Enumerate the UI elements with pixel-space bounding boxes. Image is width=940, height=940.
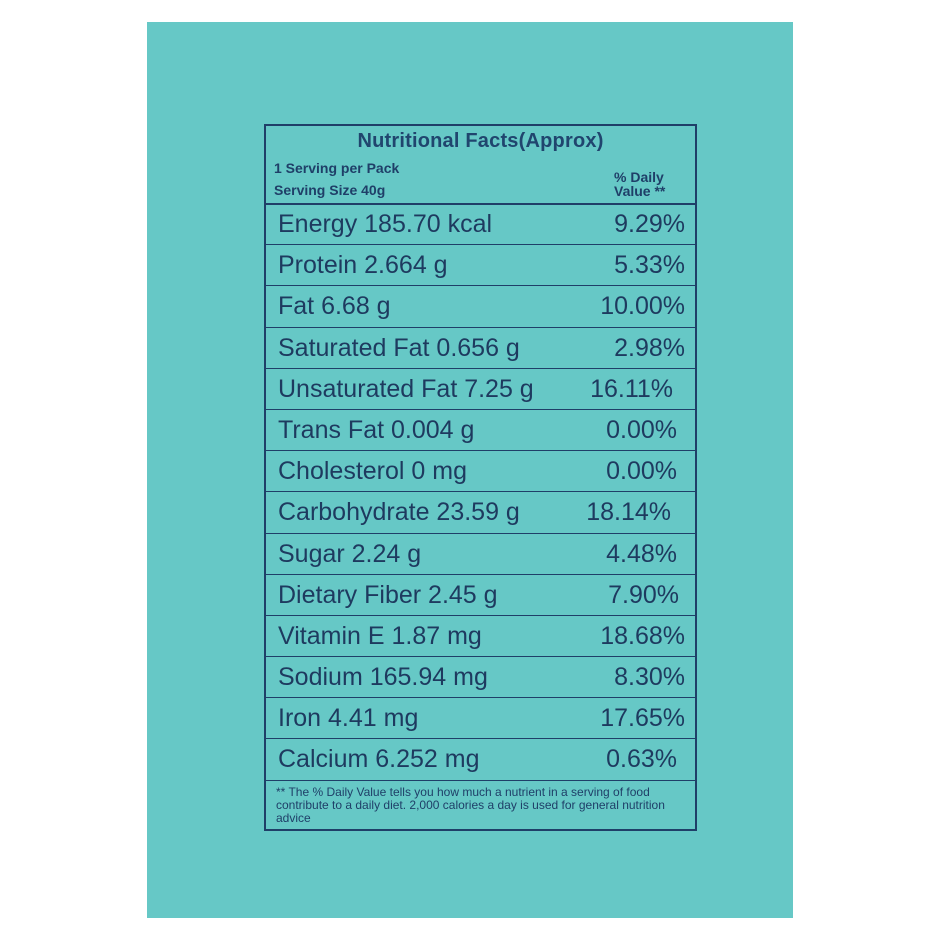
nutrient-row: [266, 575, 695, 616]
nutrient-row: [266, 492, 695, 533]
nutrient-name: Iron 4.41 mg: [278, 704, 419, 733]
daily-value-footnote: ** The % Daily Value tells you how much a nutrient in a serving of food contribute to a daily diet. 2,000 calories a day is used for general nutrition advice: [276, 785, 665, 825]
nutrient-name: Protein 2.664 g: [278, 251, 448, 280]
daily-value-heading-line1: % Daily: [614, 169, 664, 185]
nutrient-row: [266, 369, 695, 410]
nutrient-name: Saturated Fat 0.656 g: [278, 333, 520, 362]
nutrient-row: [266, 657, 695, 698]
nutrient-row: [266, 739, 695, 780]
nutrient-row: [266, 328, 695, 369]
daily-value: 16.11%: [590, 374, 673, 403]
nutrition-facts-label: [264, 124, 697, 831]
daily-value: 18.68%: [600, 621, 685, 650]
daily-value: 0.63%: [606, 745, 677, 774]
nutrient-row: [266, 204, 695, 245]
nutrient-name: Vitamin E 1.87 mg: [278, 621, 482, 650]
nutrient-table: [266, 204, 695, 781]
nutrient-name: Cholesterol 0 mg: [278, 457, 467, 486]
nutrient-row: [266, 286, 695, 327]
servings-per-pack: 1 Serving per Pack: [274, 160, 400, 176]
daily-value: 10.00%: [600, 292, 685, 321]
nutrient-name: Energy 185.70 kcal: [278, 210, 493, 238]
serving-size: Serving Size 40g: [274, 182, 386, 198]
nutrient-name: Carbohydrate 23.59 g: [278, 498, 520, 527]
nutrient-name: Fat 6.68 g: [278, 292, 391, 321]
daily-value: 2.98%: [614, 333, 685, 362]
daily-value: 7.90%: [608, 580, 679, 609]
daily-value: 8.30%: [614, 663, 685, 692]
daily-value: 5.33%: [614, 251, 685, 280]
daily-value: 4.48%: [606, 539, 677, 568]
daily-value: 18.14%: [586, 498, 671, 527]
nutrient-row: [266, 616, 695, 657]
nutrient-row: [266, 698, 695, 739]
nutrient-name: Dietary Fiber 2.45 g: [278, 580, 498, 609]
daily-value: 17.65%: [600, 704, 685, 733]
nutrient-name: Calcium 6.252 mg: [278, 745, 480, 774]
nutrient-row: [266, 410, 695, 451]
nutrient-name: Trans Fat 0.004 g: [278, 415, 475, 444]
nutrient-row: [266, 451, 695, 492]
label-title: Nutritional Facts(Approx): [357, 130, 604, 152]
daily-value-heading-line2: Value **: [614, 183, 666, 199]
daily-value: 9.29%: [614, 210, 685, 238]
daily-value: 0.00%: [606, 415, 677, 444]
nutrient-row: [266, 534, 695, 575]
nutrient-row: [266, 245, 695, 286]
daily-value: 0.00%: [606, 457, 677, 486]
nutrient-name: Sodium 165.94 mg: [278, 663, 488, 692]
nutrient-name: Sugar 2.24 g: [278, 539, 422, 568]
nutrient-name: Unsaturated Fat 7.25 g: [278, 374, 534, 403]
